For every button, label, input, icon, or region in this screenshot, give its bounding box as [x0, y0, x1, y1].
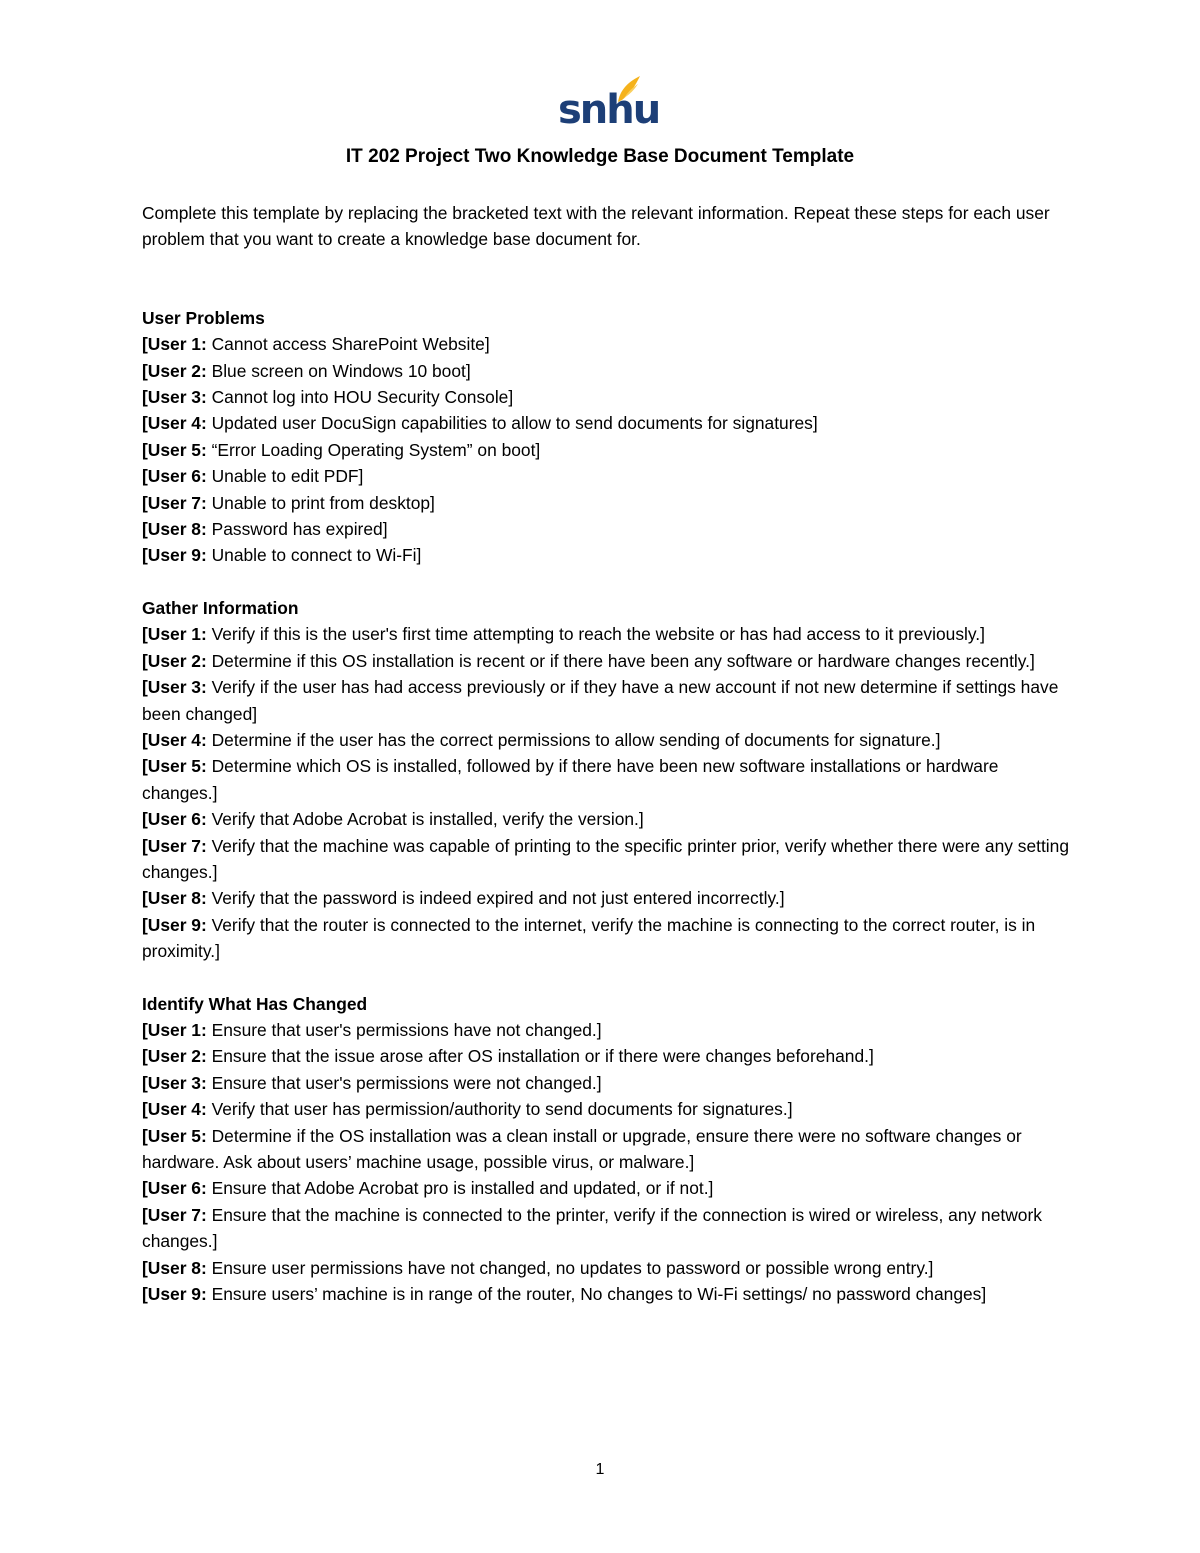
item-text: Determine which OS is installed, followed by if there have been new software installations or hardware changes.] [142, 756, 999, 803]
item-text: Password has expired] [206, 519, 388, 540]
list-item [142, 516, 1072, 542]
item-label: [User 5: [142, 756, 207, 777]
item-text: Unable to edit PDF] [206, 466, 364, 487]
user-label: User 4: [147, 1099, 207, 1120]
list-item [142, 384, 1072, 410]
item-text: Unable to print from desktop] [206, 492, 435, 513]
item-text: Determine if the OS installation was a clean install or upgrade, ensure there were no software changes or hardware. Ask about users’ machine usage, possible virus, or malware.] [142, 1125, 1022, 1172]
list-item [142, 1175, 1072, 1201]
user-label: User 8: [147, 888, 207, 909]
item-text: Cannot access SharePoint Website] [206, 334, 490, 355]
user-label: User 4: [147, 729, 207, 750]
item-text: Verify if the user has had access previously or if they have a new account if not new determine if settings have been changed] [142, 677, 1059, 724]
list-item [142, 1017, 1072, 1043]
section-heading: User Problems [142, 307, 265, 328]
item-label: [User 3: [142, 387, 207, 408]
list-item [142, 1281, 1072, 1307]
item-label: [User 1: [142, 1019, 207, 1040]
item-label: [User 8: [142, 888, 207, 909]
user-label: User 9: [147, 914, 207, 935]
user-label: User 4: [147, 413, 207, 434]
item-text: Cannot log into HOU Security Console] [206, 387, 514, 408]
list-item [142, 331, 1072, 357]
user-label: User 1: [147, 1019, 207, 1040]
item-text: Blue screen on Windows 10 boot] [206, 360, 471, 381]
item-text: Unable to connect to Wi-Fi] [206, 545, 422, 566]
user-label: User 8: [147, 519, 207, 540]
list-item [142, 410, 1072, 436]
user-label: User 9: [147, 1284, 207, 1305]
item-text: Verify that the machine was capable of printing to the specific printer prior, verify whether there were any setting changes.] [142, 835, 1070, 882]
list-item [142, 674, 1072, 727]
user-label: User 1: [147, 624, 207, 645]
user-label: User 3: [147, 1072, 207, 1093]
item-label: [User 1: [142, 334, 207, 355]
list-item [142, 463, 1072, 489]
user-label: User 2: [147, 1046, 207, 1067]
item-label: [User 2: [142, 650, 207, 671]
list-item [142, 621, 1072, 647]
list-item [142, 1043, 1072, 1069]
section-heading: Gather Information [142, 597, 299, 618]
list-item [142, 753, 1072, 806]
item-text: Verify if this is the user's first time attempting to reach the website or has had access to it previously.] [206, 624, 985, 645]
user-label: User 5: [147, 439, 207, 460]
item-label: [User 9: [142, 545, 207, 566]
user-label: User 5: [147, 756, 207, 777]
user-label: User 6: [147, 1178, 207, 1199]
user-label: User 1: [147, 334, 207, 355]
user-label: User 8: [147, 1257, 207, 1278]
item-text: Verify that Adobe Acrobat is installed, verify the version.] [206, 809, 644, 830]
item-label: [User 7: [142, 492, 207, 513]
user-label: User 7: [147, 835, 207, 856]
user-label: User 7: [147, 1204, 207, 1225]
user-label: User 6: [147, 466, 207, 487]
item-label: [User 9: [142, 1284, 207, 1305]
item-label: [User 6: [142, 809, 207, 830]
list-item [142, 833, 1072, 886]
list-item [142, 1096, 1072, 1122]
item-text: Ensure users’ machine is in range of the router, No changes to Wi-Fi settings/ no password changes] [206, 1284, 987, 1305]
user-label: User 5: [147, 1125, 207, 1146]
item-label: [User 5: [142, 1125, 207, 1146]
logo-text: snhu [558, 87, 660, 133]
section-user-problems [142, 305, 1072, 569]
item-text: Ensure that user's permissions were not changed.] [206, 1072, 602, 1093]
item-label: [User 7: [142, 1204, 207, 1225]
item-text: Ensure that Adobe Acrobat pro is installed and updated, or if not.] [206, 1178, 714, 1199]
item-label: [User 4: [142, 1099, 207, 1120]
user-label: User 2: [147, 360, 207, 381]
item-text: Determine if this OS installation is recent or if there have been any software or hardware changes recently.] [206, 650, 1035, 671]
section-identify-what-has-changed [142, 991, 1072, 1308]
item-label: [User 2: [142, 360, 207, 381]
user-label: User 2: [147, 650, 207, 671]
section-items [142, 621, 1072, 964]
item-label: [User 9: [142, 914, 207, 935]
user-label: User 7: [147, 492, 207, 513]
item-text: “Error Loading Operating System” on boot] [206, 439, 541, 460]
page-number: 1 [595, 1461, 605, 1478]
item-text: Verify that user has permission/authority to send documents for signatures.] [206, 1099, 793, 1120]
item-text: Updated user DocuSign capabilities to allow to send documents for signatures] [206, 413, 818, 434]
section-heading: Identify What Has Changed [142, 993, 368, 1014]
item-text: Determine if the user has the correct permissions to allow sending of documents for signature.] [206, 729, 941, 750]
item-label: [User 8: [142, 1257, 207, 1278]
list-item [142, 885, 1072, 911]
item-label: [User 4: [142, 729, 207, 750]
user-label: User 6: [147, 809, 207, 830]
user-label: User 9: [147, 545, 207, 566]
item-text: Verify that the password is indeed expired and not just entered incorrectly.] [206, 888, 785, 909]
list-item [142, 727, 1072, 753]
item-label: [User 8: [142, 519, 207, 540]
item-text: Verify that the router is connected to the internet, verify the machine is connecting to the correct router, is in proximity.] [142, 914, 1036, 962]
list-item [142, 358, 1072, 384]
item-label: [User 3: [142, 677, 207, 698]
item-label: [User 6: [142, 466, 207, 487]
list-item [142, 490, 1072, 516]
list-item [142, 648, 1072, 674]
list-item [142, 542, 1072, 568]
list-item [142, 1070, 1072, 1096]
snhu-logo [558, 74, 660, 133]
item-text: Ensure that the issue arose after OS installation or if there were changes beforehand.] [206, 1046, 874, 1067]
item-text: Ensure user permissions have not changed, no updates to password or possible wrong entry.] [206, 1257, 934, 1278]
list-item [142, 1202, 1072, 1255]
user-label: User 3: [147, 677, 207, 698]
list-item [142, 437, 1072, 463]
list-item [142, 806, 1072, 832]
item-label: [User 3: [142, 1072, 207, 1093]
document-title: IT 202 Project Two Knowledge Base Document Template [345, 146, 855, 167]
user-label: User 3: [147, 387, 207, 408]
item-label: [User 4: [142, 413, 207, 434]
document-body [142, 200, 1072, 1333]
list-item [142, 1255, 1072, 1281]
item-label: [User 2: [142, 1046, 207, 1067]
item-label: [User 6: [142, 1178, 207, 1199]
item-label: [User 1: [142, 624, 207, 645]
list-item [142, 1123, 1072, 1176]
section-items [142, 1017, 1072, 1307]
item-text: Ensure that the machine is connected to the printer, verify if the connection is wired or wireless, any network changes.] [142, 1204, 1042, 1252]
intro-paragraph: Complete this template by replacing the bracketed text with the relevant information. Repeat these steps for each user problem that you want to create a knowledge base document for. [142, 203, 1050, 250]
item-text: Ensure that user's permissions have not changed.] [206, 1019, 602, 1040]
item-label: [User 7: [142, 835, 207, 856]
list-item [142, 912, 1072, 965]
section-gather-information [142, 595, 1072, 965]
item-label: [User 5: [142, 439, 207, 460]
section-items [142, 331, 1072, 569]
